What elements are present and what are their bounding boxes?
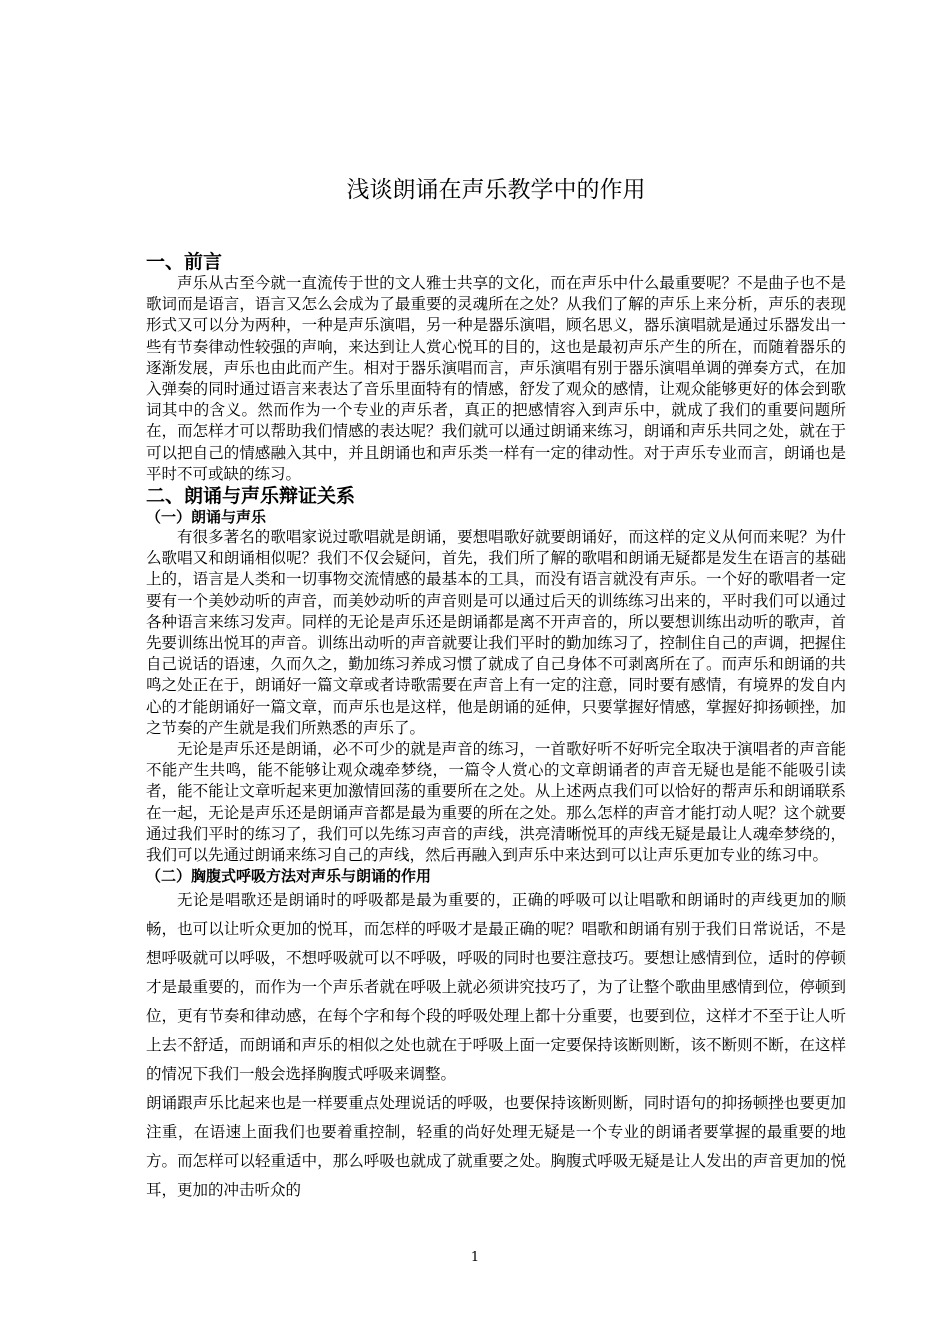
document-body	[146, 175, 846, 1205]
section-heading-preface: 一、前言	[146, 251, 223, 273]
document-title: 浅谈朗诵在声乐教学中的作用	[346, 177, 646, 203]
recitation-paragraph-2: 无论是声乐还是朗诵，必不可少的就是声音的练习，一首歌好听不好听完全取决于演唱者的声音能不能产生共鸣，能不能够让观众魂牵梦绕，一篇令人赏心的文章朗诵者的声音无疑也是能不能吸引读者，能不能让文章听起来更加激情回荡的重要所在之处。从上述两点我们可以恰好的帮声乐和朗诵联系在一起，无论是声乐还是朗诵声音都是最为重要的所在之处。那么怎样的声音才能打动人呢？这个就要通过我们平时的练习了，我们可以先练习声音的声线，洪亮清晰悦耳的声线无疑是最让人魂牵梦绕的，我们可以先通过朗诵来练习自己的声线，然后再融入到声乐中来达到可以让声乐更加专业的练习中。	[146, 740, 846, 865]
subsection-heading-recitation-and-vocal: （一）朗诵与声乐	[146, 508, 267, 527]
recitation-paragraph-1: 有很多著名的歌唱家说过歌唱就是朗诵，要想唱歌好就要朗诵好，而这样的定义从何而来呢？为什么歌唱又和朗诵相似呢？我们不仅会疑问，首先，我们所了解的歌唱和朗诵无疑都是发生在语言的基础上的，语言是人类和一切事物交流情感的最基本的工具，而没有语言就没有声乐。一个好的歌唱者一定要有一个美妙动听的声音，而美妙动听的声音则是可以通过后天的训练练习出来的，平时我们可以通过各种语言来练习发声。同样的无论是声乐还是朗诵都是离不开声音的，所以要想训练出动听的歌声，首先要训练出悦耳的声音。训练出动听的声音就要让我们平时的勤加练习了，控制住自己的声调，把握住自己说话的语速，久而久之，勤加练习养成习惯了就成了自己身体不可剥离所在了。而声乐和朗诵的共鸣之处正在于，朗诵好一篇文章或者诗歌需要在声音上有一定的注意，同时要有感情，有境界的发自内心的才能朗诵好一篇文章，而声乐也是这样，他是朗诵的延伸，只要掌握好情感，掌握好抑扬顿挫，加之节奏的产生就是我们所熟悉的声乐了。	[146, 528, 846, 737]
breathing-paragraph-1: 无论是唱歌还是朗诵时的呼吸都是最为重要的，正确的呼吸可以让唱歌和朗诵时的声线更加的顺畅，也可以让听众更加的悦耳，而怎样的呼吸才是最正确的呢？唱歌和朗诵有别于我们日常说话，不是想呼吸就可以呼吸，不想呼吸就可以不呼吸，呼吸的同时也要注意技巧。要想让感情到位，适时的停顿才是最重要的，而作为一个声乐者就在呼吸上就必须讲究技巧了，为了让整个歌曲里感情到位，停顿到位，更有节奏和律动感，在每个字和每个段的呼吸处理上都十分重要，也要到位，这样才不至于让人听上去不舒适，而朗诵和声乐的相似之处也就在于呼吸上面一定要保持该断则断，该不断则不断，在这样的情况下我们一般会选择胸腹式呼吸来调整。	[146, 891, 846, 1084]
breathing-paragraph-2: 朗诵跟声乐比起来也是一样要重点处理说话的呼吸，也要保持该断则断，同时语句的抑扬顿挫也要更加注重，在语速上面我们也要着重控制，轻重的尚好处理无疑是一个专业的朗诵者要掌握的最重要的地方。而怎样可以轻重适中，那么呼吸也就成了就重要之处。胸腹式呼吸无疑是让人发出的声音更加的悦耳，更加的冲击听众的	[146, 1094, 846, 1200]
page-number: 1	[470, 1250, 480, 1265]
section-heading-relationship: 二、朗诵与声乐辩证关系	[146, 485, 356, 508]
subsection-heading-breathing: （二）胸腹式呼吸方法对声乐与朗诵的作用	[146, 867, 432, 886]
preface-paragraph: 声乐从古至今就一直流传于世的文人雅士共享的文化，而在声乐中什么最重要呢？不是曲子也不是歌词而是语言，语言又怎么会成为了最重要的灵魂所在之处？从我们了解的声乐上来分析，声乐的表现形式又可以分为两种，一种是声乐演唱，另一种是器乐演唱，顾名思义，器乐演唱就是通过乐器发出一些有节奏律动性较强的声响，来达到让人赏心悦耳的目的，这也是最初声乐产生的所在，而随着器乐的逐渐发展，声乐也由此而产生。相对于器乐演唱而言，声乐演唱有别于器乐演唱单调的弹奏方式，在加入弹奏的同时通过语言来表达了音乐里面特有的情感，舒发了观众的感情，让观众能够更好的体会到歌词其中的含义。然而作为一个专业的声乐者，真正的把感情容入到声乐中，就成了我们的重要问题所在，而怎样才可以帮助我们情感的表达呢？我们就可以通过朗诵来练习，朗诵和声乐共同之处，就在于可以把自己的情感融入其中，并且朗诵也和声乐类一样有一定的律动性。对于声乐专业而言，朗诵也是平时不可或缺的练习。	[146, 274, 846, 483]
